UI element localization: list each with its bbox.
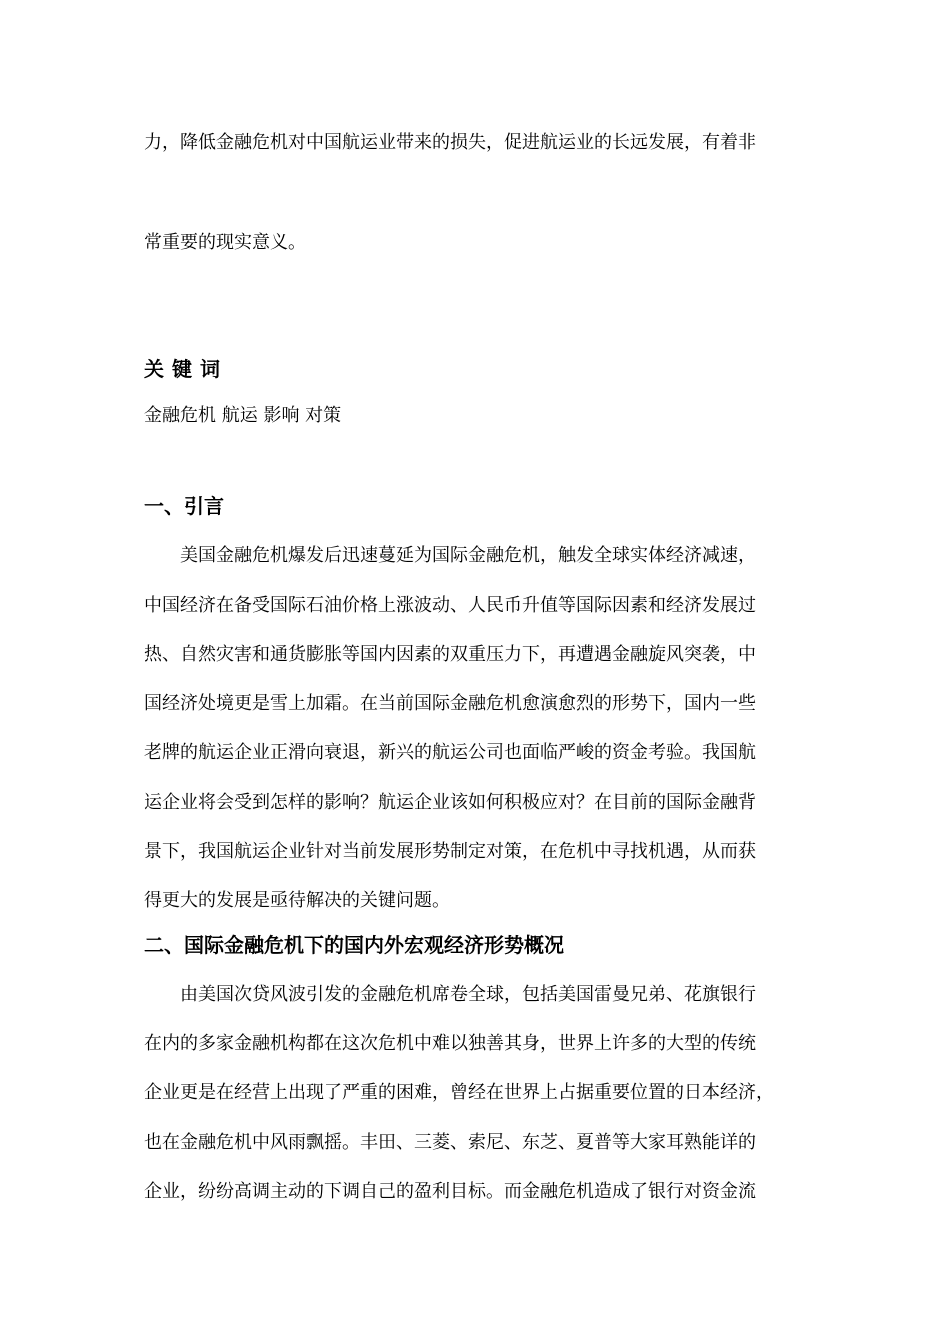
section-1-heading: 一、引言 xyxy=(144,494,224,518)
section-1-line: 美国金融危机爆发后迅速蔓延为国际金融危机，触发全球实体经济减速， xyxy=(180,545,756,566)
section-1-line: 景下，我国航运企业针对当前发展形势制定对策，在危机中寻找机遇，从而获 xyxy=(144,841,756,862)
section-2-line: 企业，纷纷高调主动的下调自己的盈利目标。而金融危机造成了银行对资金流 xyxy=(144,1181,756,1202)
section-2-line: 也在金融危机中风雨飘摇。丰田、三菱、索尼、东芝、夏普等大家耳熟能详的 xyxy=(144,1132,756,1153)
section-1-line: 中国经济在备受国际石油价格上涨波动、人民币升值等国际因素和经济发展过 xyxy=(144,595,756,616)
section-2-heading: 二、国际金融危机下的国内外宏观经济形势概况 xyxy=(144,933,564,957)
keywords-heading: 关键词 xyxy=(144,357,228,381)
section-2-line: 由美国次贷风波引发的金融危机席卷全球，包括美国雷曼兄弟、花旗银行 xyxy=(180,984,756,1005)
section-1-line: 运企业将会受到怎样的影响？航运企业该如何积极应对？在目前的国际金融背 xyxy=(144,792,756,813)
section-1-line: 老牌的航运企业正滑向衰退，新兴的航运公司也面临严峻的资金考验。我国航 xyxy=(144,742,756,763)
abstract-line-2: 常重要的现实意义。 xyxy=(144,232,306,253)
section-1-line: 国经济处境更是雪上加霜。在当前国际金融危机愈演愈烈的形势下，国内一些 xyxy=(144,693,756,714)
section-2-line: 在内的多家金融机构都在这次危机中难以独善其身，世界上许多的大型的传统 xyxy=(144,1033,756,1054)
section-2-line: 企业更是在经营上出现了严重的困难，曾经在世界上占据重要位置的日本经济， xyxy=(144,1082,774,1103)
section-1-line: 得更大的发展是亟待解决的关键问题。 xyxy=(144,890,450,911)
abstract-line-1: 力，降低金融危机对中国航运业带来的损失，促进航运业的长远发展，有着非 xyxy=(144,132,756,153)
keywords-text: 金融危机 航运 影响 对策 xyxy=(144,405,342,426)
section-1-line: 热、自然灾害和通货膨胀等国内因素的双重压力下，再遭遇金融旋风突袭，中 xyxy=(144,644,756,665)
